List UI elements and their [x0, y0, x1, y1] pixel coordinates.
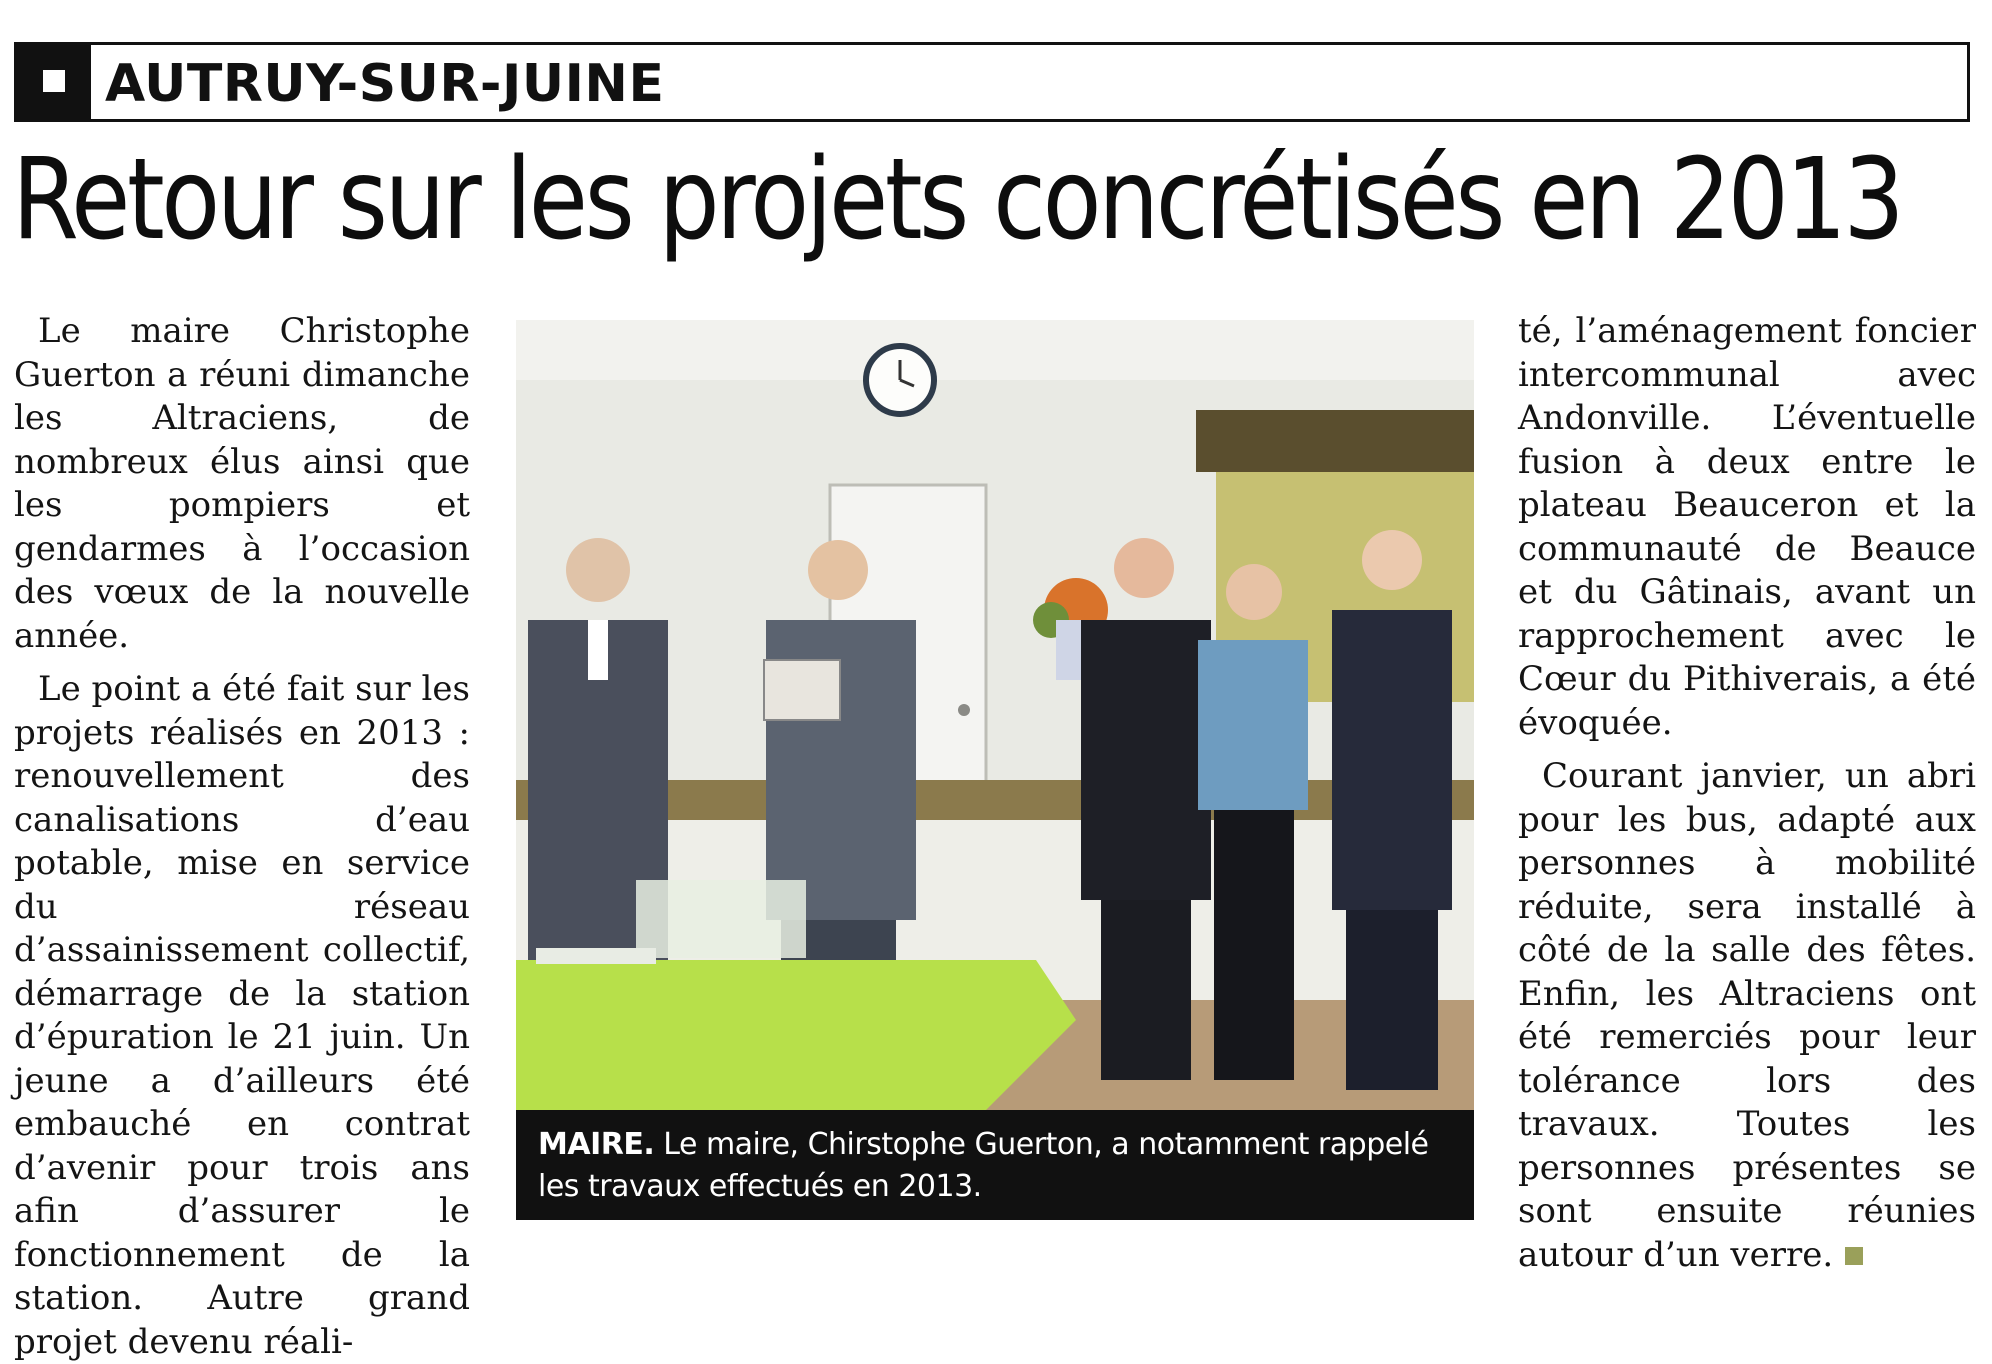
article-photo — [516, 320, 1474, 1220]
article-end-square-icon — [1845, 1247, 1863, 1265]
paragraph-intro: Le maire Christophe Guerton a réuni dimanche les Altraciens, de nombreux élus ainsi que les pompiers et gendarmes à l’occasion des vœux de la nouvelle année. — [14, 311, 470, 656]
article-column-right — [1518, 310, 1976, 1277]
paragraph-closing-text: Courant janvier, un abri pour les bus, adapté aux personnes à mobilité réduite, sera installé à côté de la salle des fêtes. Enfin, les Altraciens ont été remerciés pour leur tolérance lors des travaux. Toutes les personnes présentes se sont ensuite réunies autour d’un verre. — [1518, 756, 1976, 1275]
paragraph-projects: Le point a été fait sur les projets réalisés en 2013 : renouvellement des canalisations d’eau potable, mise en service du réseau d’assainissement collectif, démarrage de la station d’épuration le 21 juin. Un jeune a d’ailleurs été embauché en contrat d’avenir pour trois ans afin d’assurer le fonctionnement de la station. Autre grand projet devenu réali- — [14, 669, 470, 1362]
square-bullet-icon — [17, 45, 91, 119]
article-headline: Retour sur les projets concrétisés en 2013 — [12, 135, 1902, 265]
caption-text: Le maire, Chirstophe Guerton, a notamment rappelé les travaux effectués en 2013. — [538, 1127, 1429, 1204]
photo-caption — [538, 1124, 1448, 1208]
paragraph-closing — [1518, 755, 1976, 1277]
rubric-title: AUTRUY-SUR-JUINE — [105, 54, 665, 114]
article-column-left — [14, 310, 470, 1364]
section-rubric — [14, 42, 1970, 122]
caption-lead: MAIRE. — [538, 1127, 655, 1162]
paragraph-continuation: té, l’aménagement foncier intercommunal avec Andonville. L’éventuelle fusion à deux entre le plateau Beauceron et la communauté de Beauce et du Gâtinais, avant un rapprochement avec le Cœur du Pithiverais, a été évoquée. — [1518, 311, 1976, 743]
photo-illustration — [516, 320, 1474, 1220]
